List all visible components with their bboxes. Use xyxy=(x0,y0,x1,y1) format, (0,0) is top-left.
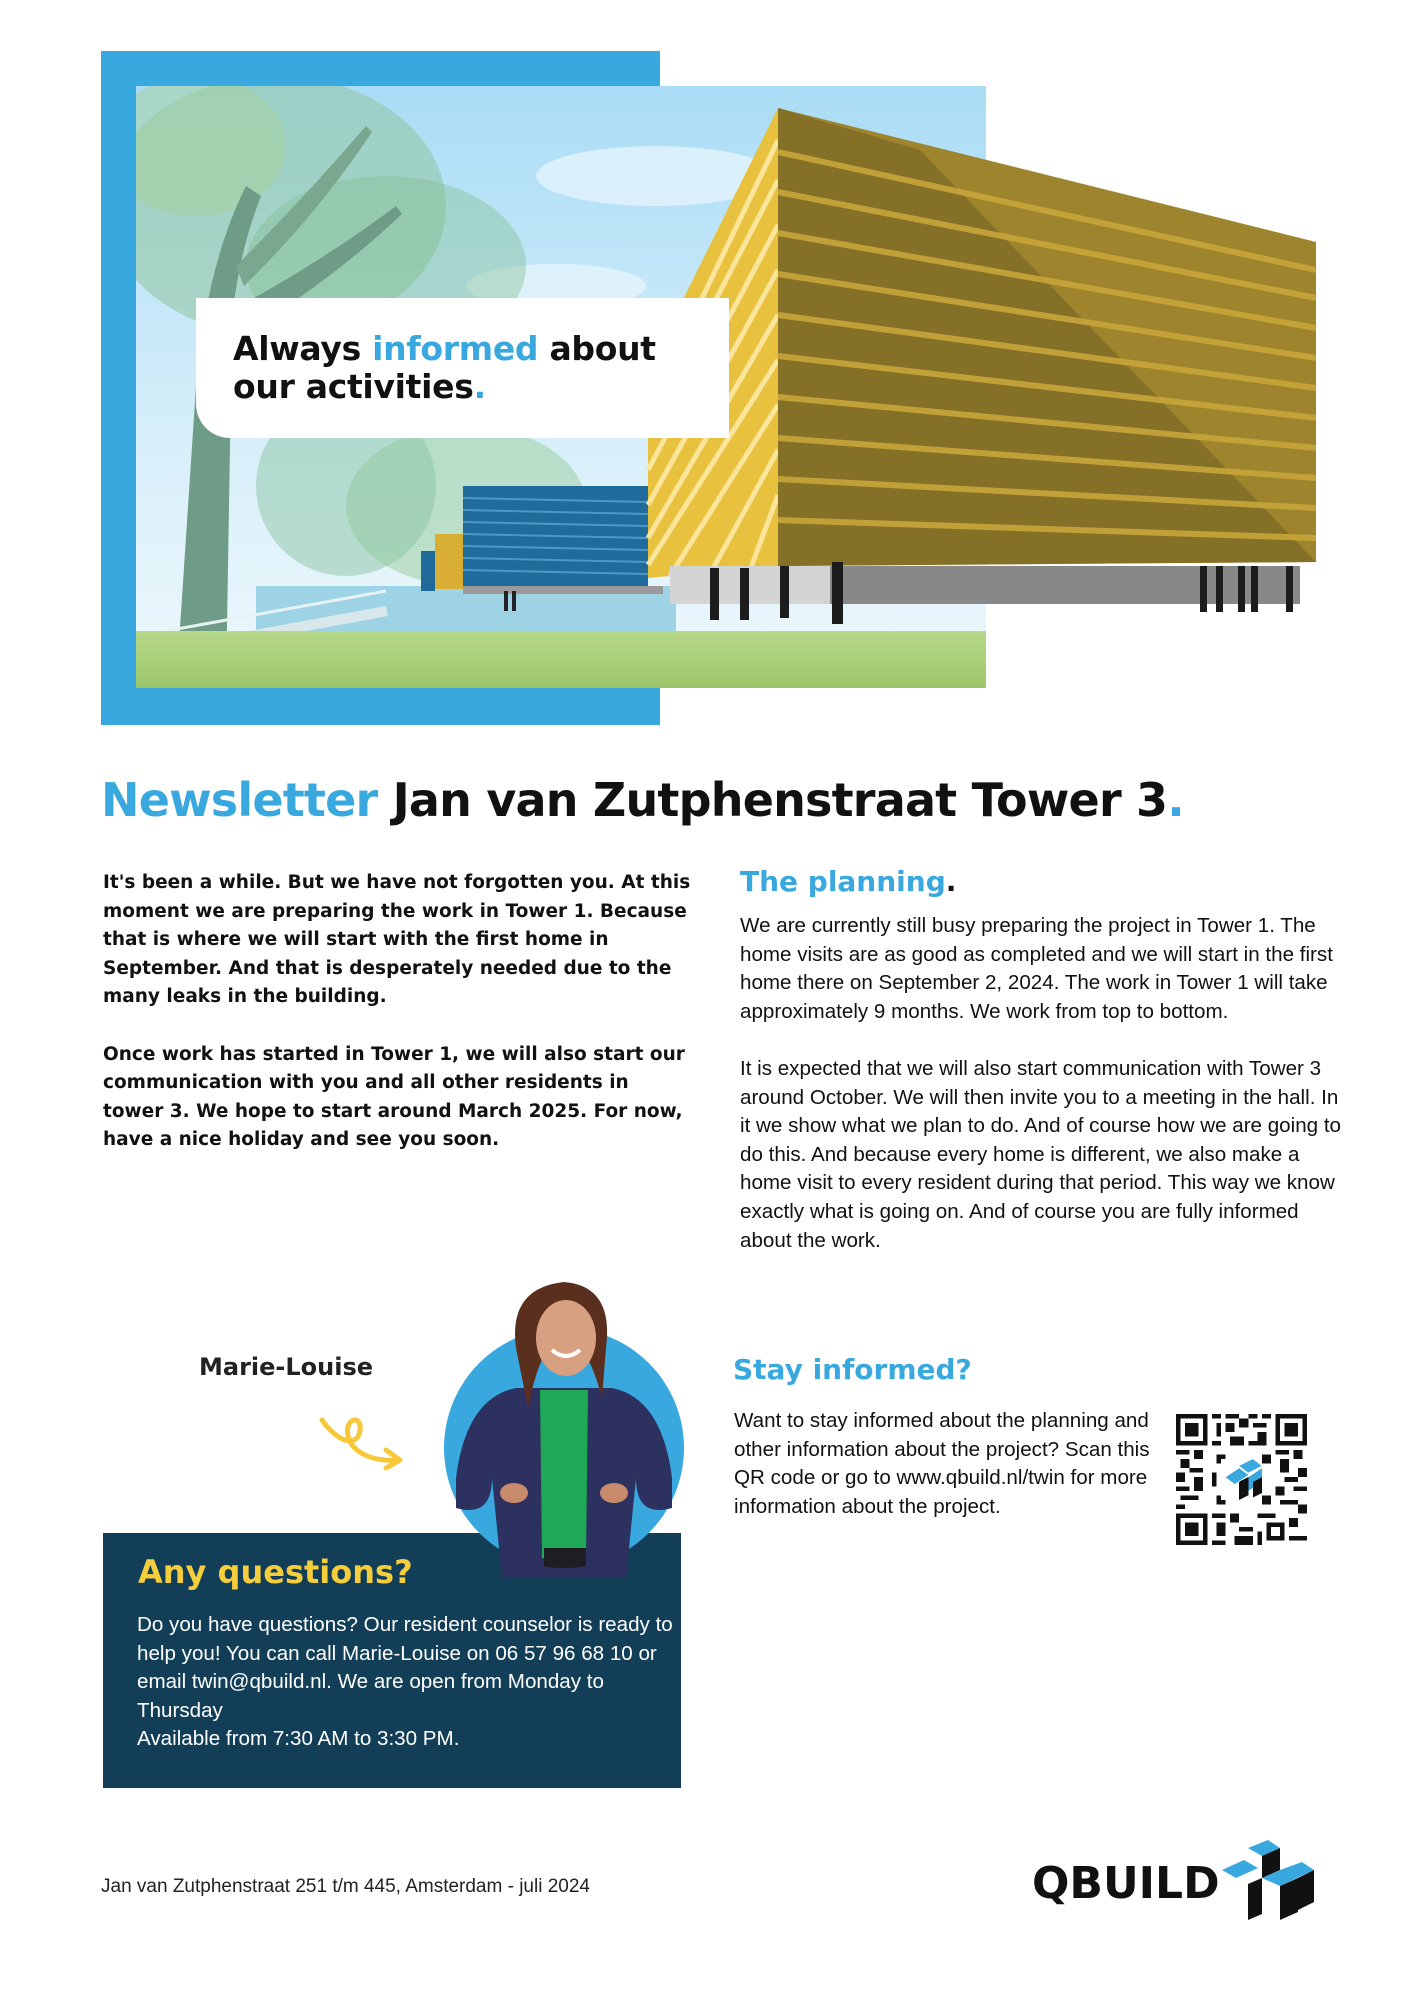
curly-arrow-icon xyxy=(318,1408,408,1473)
logo-wordmark: QBUILD xyxy=(1032,1858,1220,1909)
intro-paragraph: It's been a while. But we have not forgotten you. At this moment we are preparing the work in Tower 1. Because that is where we will start with the first home in September. And that is desperately needed due to the many leaks in the building. xyxy=(103,872,691,1008)
counselor-name: Marie-Louise xyxy=(199,1353,374,1381)
planning-heading-dot: . xyxy=(945,865,957,898)
planning-text xyxy=(740,912,1350,1284)
title-main: Jan van Zutphenstraat Tower 3 xyxy=(377,773,1168,827)
title-highlight: Newsletter xyxy=(101,773,378,827)
questions-body: Do you have questions? Our resident counselor is ready to help you! You can call Marie-Louise on 06 57 96 68 10 or email twin@qbuild.nl. We are open from Monday to Thursday xyxy=(137,1613,673,1722)
qbuild-logo xyxy=(1032,1840,1322,1920)
planning-heading xyxy=(740,862,956,902)
stay-informed-text: Want to stay informed about the planning and other information about the project? Scan this QR code or go to www.qbuild.nl/twin for more information about the project. xyxy=(734,1409,1150,1518)
opening-hours: Available from 7:30 AM to 3:30 PM. xyxy=(137,1727,460,1751)
tagline-text-end: about xyxy=(538,329,656,368)
gold-building-illustration xyxy=(640,100,1320,640)
qr-code[interactable] xyxy=(1176,1414,1307,1545)
tagline-card xyxy=(196,298,729,438)
intro-text xyxy=(103,869,693,1184)
intro-paragraph: Once work has started in Tower 1, we will also start our communication with you and all other residents in tower 3. We hope to start around March 2025. For now, have a nice holiday and see you soon. xyxy=(103,1043,685,1151)
tagline-dot: . xyxy=(473,367,486,406)
hero-tagline xyxy=(233,330,656,406)
stay-informed-heading: Stay informed? xyxy=(733,1353,972,1386)
page-title xyxy=(101,772,1184,828)
planning-heading-text: The planning xyxy=(740,865,946,898)
footer-address: Jan van Zutphenstraat 251 t/m 445, Amsterdam - juli 2024 xyxy=(101,1876,590,1897)
counselor-photo xyxy=(436,1278,692,1578)
questions-heading: Any questions? xyxy=(138,1553,413,1591)
title-dot: . xyxy=(1167,773,1184,827)
planning-paragraph: We are currently still busy preparing the project in Tower 1. The home visits are as good as completed and we will start in the first home there on September 2, 2024. The work in Tower 1 will take approximately 9 months. We work from top to bottom. xyxy=(740,914,1333,1023)
planning-paragraph: It is expected that we will also start communication with Tower 3 around October. We will then invite you to a meeting in the hall. In it we show what we plan to do. And of course how we are going to do this. And because every home is different, we also make a home visit to every resident during that period. This way we know exactly what is going on. And of course you are fully informed about the work. xyxy=(740,1056,1342,1252)
qbuild-logo-mark xyxy=(1218,1840,1318,1920)
tagline-line2: our activities xyxy=(233,367,474,406)
tagline-text: Always xyxy=(233,329,373,368)
tagline-highlight: informed xyxy=(372,329,539,368)
questions-text xyxy=(137,1611,677,1754)
